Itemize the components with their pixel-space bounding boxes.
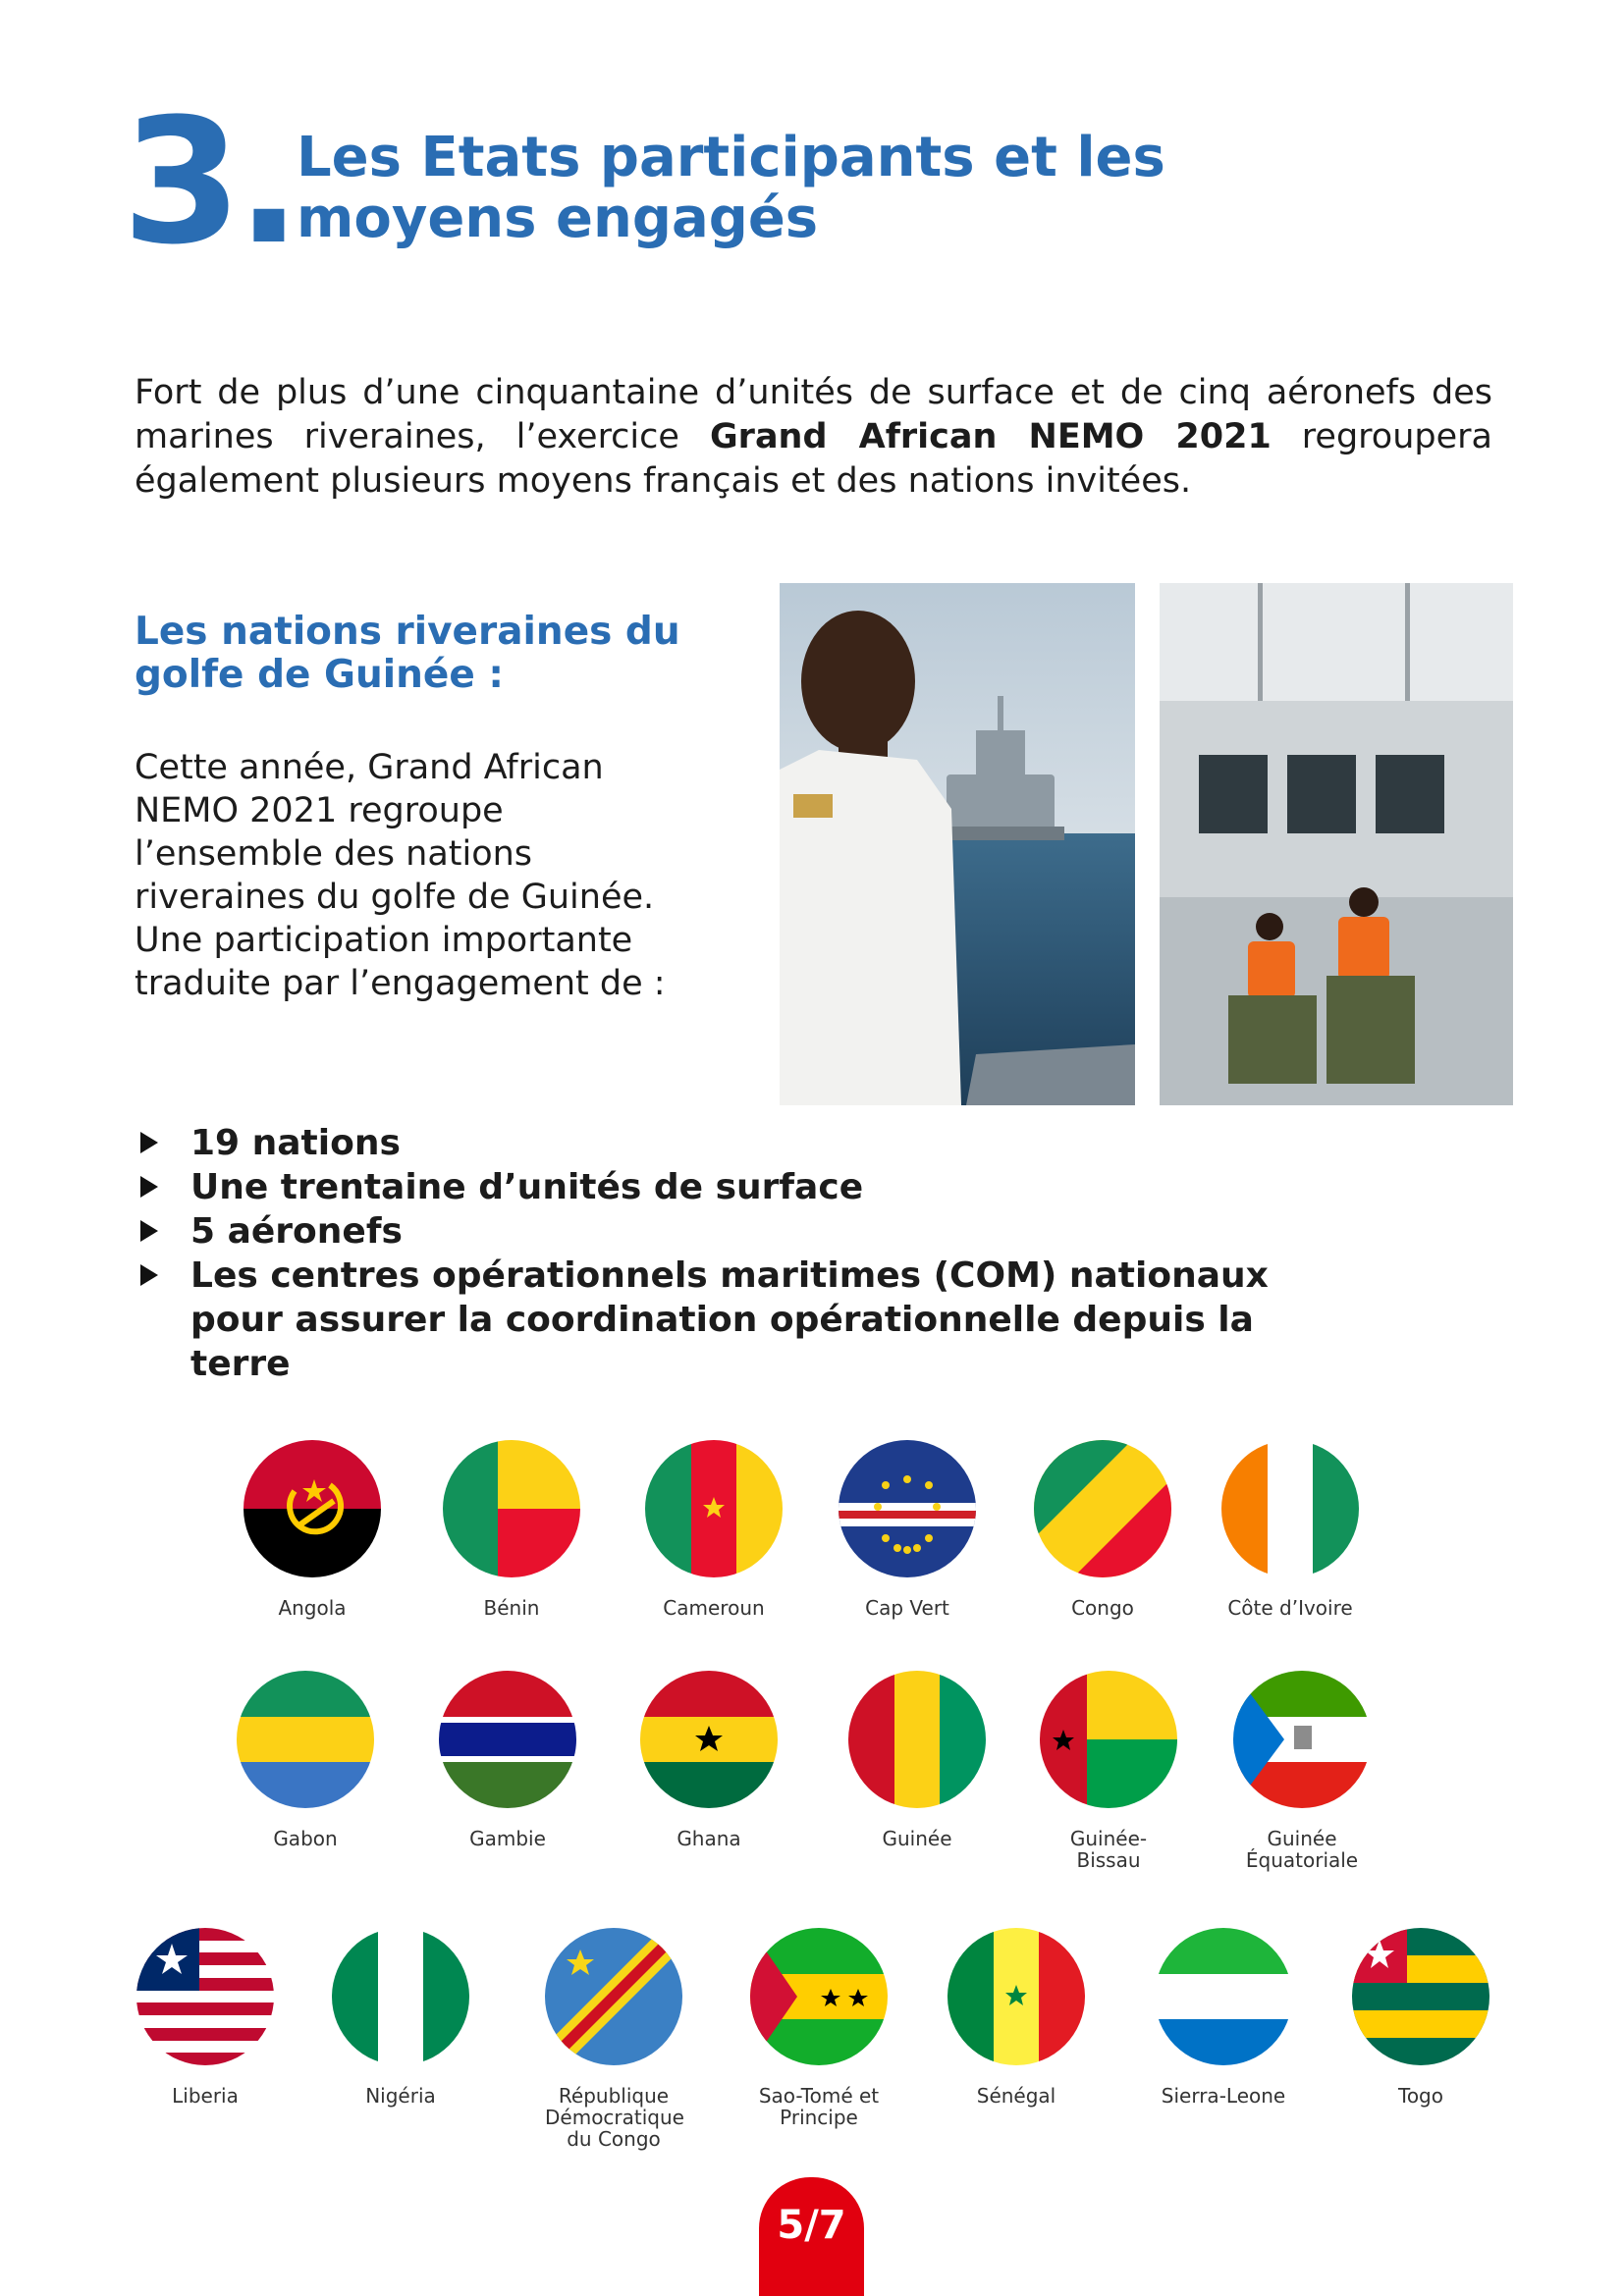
flag-label: Guinée <box>882 1827 952 1850</box>
list-item <box>140 1165 1319 1209</box>
page-title <box>297 128 1165 249</box>
ghana-flag-icon <box>640 1671 778 1808</box>
flag-label: Ghana <box>677 1827 741 1850</box>
flag-sao-tome <box>750 1928 888 2128</box>
flag-gabon <box>237 1671 374 1849</box>
list-item-text: Une trentaine d’unités de surface <box>190 1167 864 1207</box>
togo-flag-icon <box>1352 1928 1489 2065</box>
angola-flag-icon <box>244 1440 381 1577</box>
flag-togo <box>1352 1928 1489 2107</box>
flag-label: Côte d’Ivoire <box>1227 1596 1353 1620</box>
flag-liberia <box>136 1928 274 2107</box>
flag-guinee <box>848 1671 986 1849</box>
sierra-leone-flag-icon <box>1155 1928 1292 2065</box>
list-item <box>140 1209 1319 1254</box>
flag-cap-vert <box>839 1440 976 1619</box>
flag-ghana <box>640 1671 778 1849</box>
flag-guinee-equatoriale <box>1233 1671 1371 1871</box>
sao-tome-flag-icon <box>750 1928 888 2065</box>
flag-label: Guinée-Bissau <box>1069 1827 1148 1872</box>
flag-label: Sao-Tomé et Principe <box>758 2084 880 2129</box>
flag-gambie <box>439 1671 576 1849</box>
engagement-list <box>140 1121 1319 1386</box>
flag-label: Sierra-Leone <box>1161 2084 1286 2108</box>
nigeria-flag-icon <box>332 1928 469 2065</box>
flag-cote-ivoire <box>1221 1440 1359 1619</box>
list-item-text: 19 nations <box>190 1123 401 1163</box>
list-item <box>140 1254 1319 1386</box>
liberia-flag-icon <box>136 1928 274 2065</box>
cap-vert-flag-icon <box>839 1440 976 1577</box>
list-item-text: Les centres opérationnels maritimes (COM) nationaux pour assurer la coordination opérationnelle depuis la terre <box>190 1255 1269 1384</box>
flag-angola <box>244 1440 381 1619</box>
bullet-arrow-icon <box>140 1220 158 1242</box>
flag-label: Angola <box>278 1596 347 1620</box>
cote-ivoire-flag-icon <box>1221 1440 1359 1577</box>
title-line-1: Les Etats participants et les <box>297 126 1165 189</box>
flag-guinee-bissau <box>1040 1671 1177 1871</box>
flag-congo <box>1034 1440 1171 1619</box>
flag-label: Gambie <box>469 1827 546 1850</box>
title-line-2: moyens engagés <box>297 187 819 250</box>
flag-label: Togo <box>1398 2084 1443 2108</box>
flag-sierra-leone <box>1155 1928 1292 2107</box>
flag-label: République Démocratique du Congo <box>545 2084 684 2151</box>
gambie-flag-icon <box>439 1671 576 1808</box>
intro-paragraph <box>135 371 1492 504</box>
benin-flag-icon <box>443 1440 580 1577</box>
congo-flag-icon <box>1034 1440 1171 1577</box>
intro-text-2: regroupera également plusieurs moyens français et des nations invitées. <box>135 417 1492 501</box>
rdc-flag-icon <box>545 1928 682 2065</box>
senegal-flag-icon <box>947 1928 1085 2065</box>
flag-label: Bénin <box>483 1596 540 1620</box>
photo-boarding-team <box>1160 583 1513 1105</box>
page-number-badge: 5/7 <box>759 2177 864 2296</box>
guinee-bissau-flag-icon <box>1040 1671 1177 1808</box>
section-number: 3. <box>122 81 297 283</box>
flag-nigeria <box>332 1928 469 2107</box>
cameroun-flag-icon <box>645 1440 783 1577</box>
section-heading-line-2: golfe de Guinée : <box>135 653 505 697</box>
section-heading <box>135 611 680 697</box>
flag-label: Congo <box>1071 1596 1134 1620</box>
bullet-arrow-icon <box>140 1132 158 1153</box>
flag-label: Nigéria <box>365 2084 436 2108</box>
intro-exercise-name: Grand African NEMO 2021 <box>709 417 1272 456</box>
flag-label: Guinée Équatoriale <box>1245 1827 1359 1872</box>
flag-label: Cameroun <box>663 1596 765 1620</box>
guinee-flag-icon <box>848 1671 986 1808</box>
bullet-arrow-icon <box>140 1264 158 1286</box>
guinee-equatoriale-flag-icon <box>1233 1671 1371 1808</box>
flag-label: Liberia <box>172 2084 239 2108</box>
flag-label: Cap Vert <box>865 1596 949 1620</box>
flag-senegal <box>947 1928 1085 2107</box>
photo-officer-patrol-boat <box>780 583 1135 1105</box>
list-item <box>140 1121 1319 1165</box>
flag-benin <box>443 1440 580 1619</box>
section-heading-line-1: Les nations riveraines du <box>135 610 680 654</box>
bullet-arrow-icon <box>140 1176 158 1198</box>
flag-label: Sénégal <box>976 2084 1056 2108</box>
section-text: Cette année, Grand African NEMO 2021 regroupe l’ensemble des nations riveraines du golfe de Guinée. Une participation importante traduite par l’engagement de : <box>135 748 666 1003</box>
gabon-flag-icon <box>237 1671 374 1808</box>
flag-rdc <box>545 1928 682 2150</box>
flag-label: Gabon <box>273 1827 338 1850</box>
intro-text-1: Fort de plus d’une cinquantaine d’unités de surface et de cinq aéronefs des marines riveraines, l’exercice <box>135 373 1492 456</box>
flag-cameroun <box>645 1440 783 1619</box>
list-item-text: 5 aéronefs <box>190 1211 403 1252</box>
